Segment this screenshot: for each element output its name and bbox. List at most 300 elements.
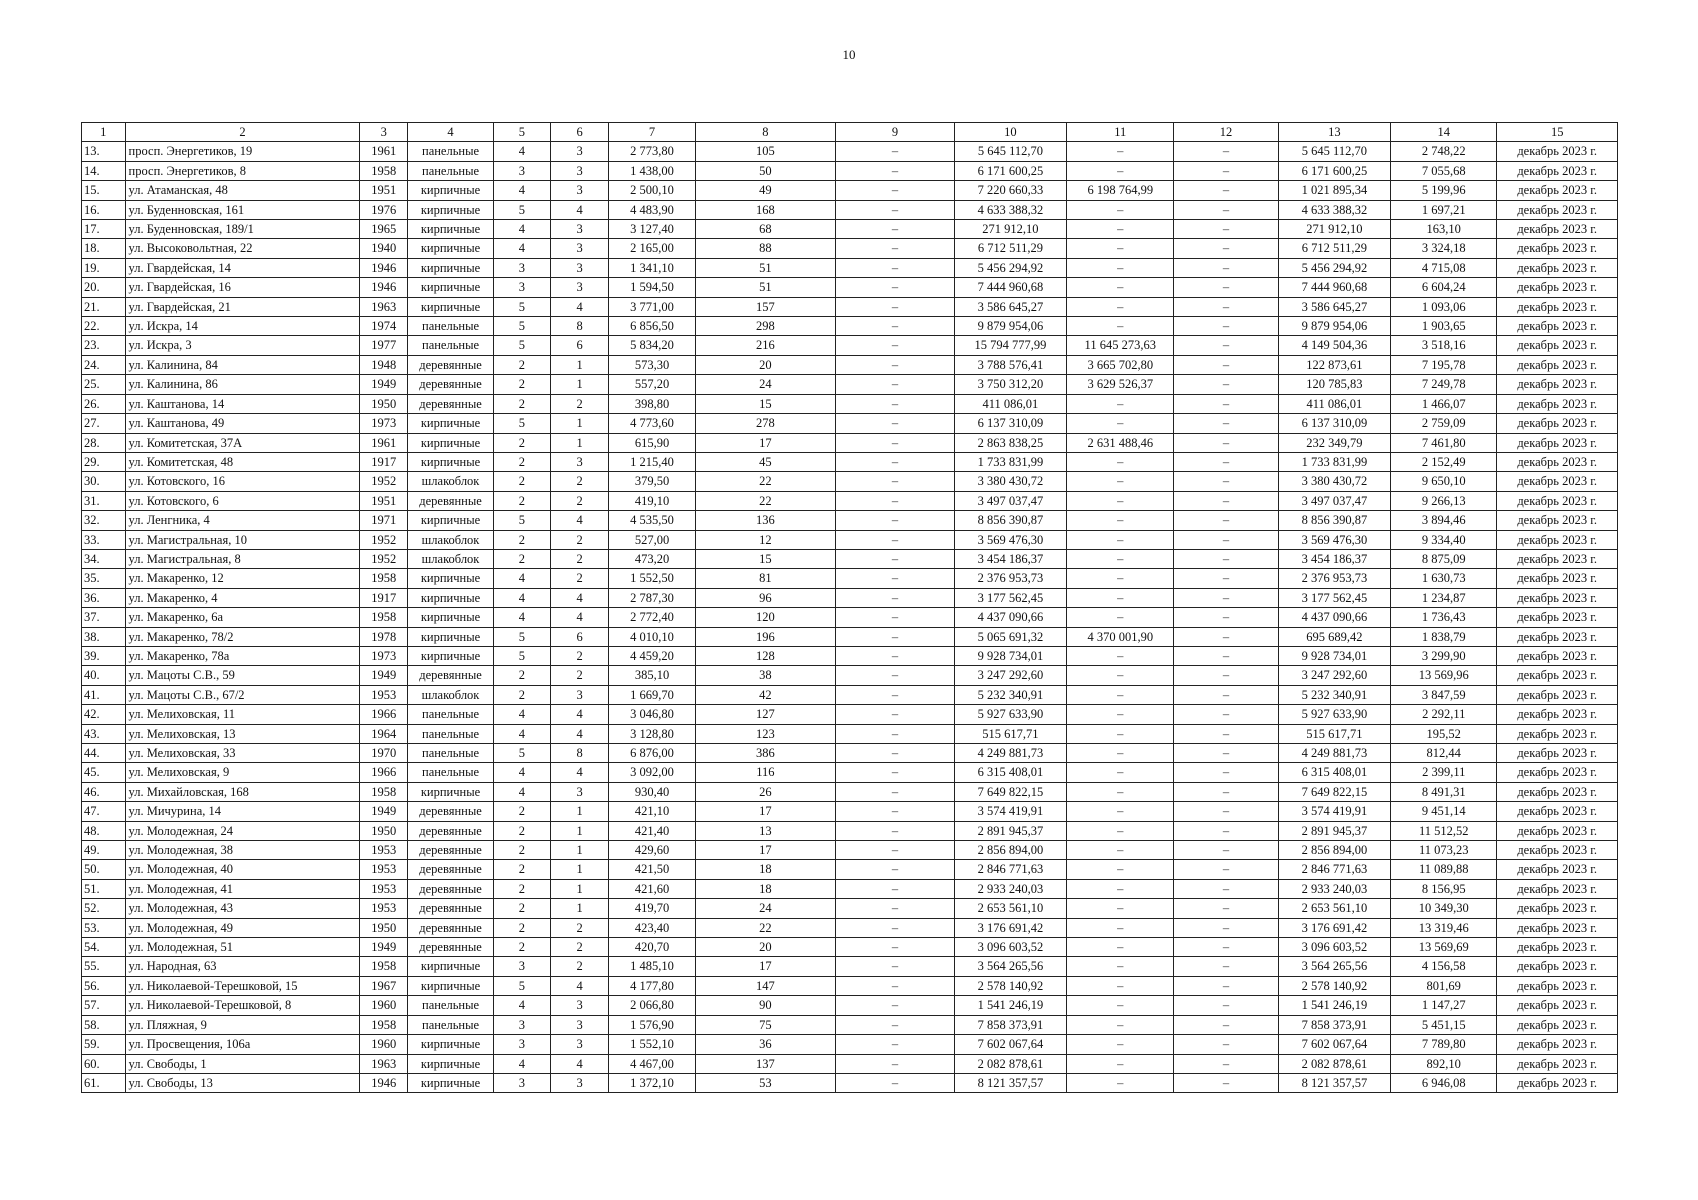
cell-col-12: –: [1174, 452, 1278, 471]
table-row: [82, 1035, 1618, 1054]
cell-total-cost: 4 437 090,66: [954, 608, 1066, 627]
cell-total-cost: 9 879 954,06: [954, 317, 1066, 336]
cell-address: ул. Молодежная, 51: [125, 938, 360, 957]
table-row: [82, 569, 1618, 588]
cell-col-9: –: [836, 1073, 954, 1092]
cell-floors: 2: [494, 530, 551, 549]
cell-col-14: 9 451,14: [1391, 802, 1497, 821]
cell-total-cost: 2 578 140,92: [954, 976, 1066, 995]
cell-area: 5 834,20: [609, 336, 695, 355]
table-row: [82, 1054, 1618, 1073]
cell-row-number: 47.: [82, 802, 126, 821]
cell-address: ул. Гвардейская, 14: [125, 258, 360, 277]
cell-floors: 4: [494, 1054, 551, 1073]
cell-col-14: 812,44: [1391, 744, 1497, 763]
cell-address: ул. Молодежная, 40: [125, 860, 360, 879]
cell-deadline: декабрь 2023 г.: [1497, 317, 1618, 336]
column-header-15: 15: [1497, 123, 1618, 142]
cell-floors: 2: [494, 879, 551, 898]
cell-col-11: –: [1067, 996, 1174, 1015]
cell-col-14: 6 604,24: [1391, 278, 1497, 297]
table-row: [82, 802, 1618, 821]
cell-address: ул. Комитетская, 48: [125, 452, 360, 471]
cell-address: ул. Мичурина, 14: [125, 802, 360, 821]
cell-wall-material: кирпичные: [408, 588, 494, 607]
cell-entrances: 4: [550, 200, 609, 219]
cell-col-11: –: [1067, 588, 1174, 607]
column-header-12: 12: [1174, 123, 1278, 142]
cell-col-9: –: [836, 200, 954, 219]
cell-col-13: 7 444 960,68: [1278, 278, 1390, 297]
cell-col-13: 3 380 430,72: [1278, 472, 1390, 491]
cell-wall-material: кирпичные: [408, 1073, 494, 1092]
cell-col-14: 2 759,09: [1391, 414, 1497, 433]
cell-col-14: 1 093,06: [1391, 297, 1497, 316]
cell-col-12: –: [1174, 821, 1278, 840]
cell-col-9: –: [836, 278, 954, 297]
cell-row-number: 43.: [82, 724, 126, 743]
cell-row-number: 41.: [82, 685, 126, 704]
cell-entrances: 4: [550, 724, 609, 743]
cell-col-11: –: [1067, 938, 1174, 957]
cell-year-built: 1964: [360, 724, 408, 743]
cell-col-14: 1 838,79: [1391, 627, 1497, 646]
cell-total-cost: 6 315 408,01: [954, 763, 1066, 782]
cell-col-11: –: [1067, 744, 1174, 763]
cell-total-cost: 7 602 067,64: [954, 1035, 1066, 1054]
cell-residents: 15: [695, 394, 836, 413]
cell-col-9: –: [836, 239, 954, 258]
cell-total-cost: 515 617,71: [954, 724, 1066, 743]
cell-residents: 15: [695, 549, 836, 568]
cell-col-13: 2 846 771,63: [1278, 860, 1390, 879]
cell-col-11: 6 198 764,99: [1067, 181, 1174, 200]
cell-col-14: 7 789,80: [1391, 1035, 1497, 1054]
table-row: [82, 957, 1618, 976]
cell-deadline: декабрь 2023 г.: [1497, 336, 1618, 355]
cell-col-9: –: [836, 1035, 954, 1054]
cell-total-cost: 3 569 476,30: [954, 530, 1066, 549]
cell-row-number: 27.: [82, 414, 126, 433]
cell-area: 1 669,70: [609, 685, 695, 704]
cell-residents: 120: [695, 608, 836, 627]
cell-total-cost: 5 456 294,92: [954, 258, 1066, 277]
cell-col-12: –: [1174, 608, 1278, 627]
cell-year-built: 1978: [360, 627, 408, 646]
cell-year-built: 1953: [360, 879, 408, 898]
cell-col-11: –: [1067, 569, 1174, 588]
cell-floors: 4: [494, 569, 551, 588]
cell-wall-material: шлакоблок: [408, 549, 494, 568]
cell-year-built: 1961: [360, 433, 408, 452]
cell-floors: 2: [494, 666, 551, 685]
cell-col-13: 5 232 340,91: [1278, 685, 1390, 704]
cell-row-number: 21.: [82, 297, 126, 316]
cell-entrances: 8: [550, 317, 609, 336]
cell-deadline: декабрь 2023 г.: [1497, 433, 1618, 452]
cell-address: ул. Мацоты С.В., 59: [125, 666, 360, 685]
cell-residents: 298: [695, 317, 836, 336]
cell-wall-material: кирпичные: [408, 200, 494, 219]
table-row: [82, 763, 1618, 782]
cell-year-built: 1963: [360, 297, 408, 316]
cell-col-11: –: [1067, 646, 1174, 665]
table-body: [82, 142, 1618, 1093]
cell-floors: 5: [494, 976, 551, 995]
cell-address: ул. Буденновская, 161: [125, 200, 360, 219]
cell-total-cost: 5 645 112,70: [954, 142, 1066, 161]
cell-residents: 42: [695, 685, 836, 704]
cell-entrances: 3: [550, 685, 609, 704]
cell-col-13: 2 933 240,03: [1278, 879, 1390, 898]
cell-entrances: 1: [550, 860, 609, 879]
cell-row-number: 48.: [82, 821, 126, 840]
cell-col-12: –: [1174, 899, 1278, 918]
cell-residents: 17: [695, 433, 836, 452]
cell-total-cost: 6 712 511,29: [954, 239, 1066, 258]
cell-col-13: 2 376 953,73: [1278, 569, 1390, 588]
cell-col-9: –: [836, 394, 954, 413]
cell-address: ул. Макаренко, 78а: [125, 646, 360, 665]
cell-col-9: –: [836, 879, 954, 898]
cell-col-14: 3 847,59: [1391, 685, 1497, 704]
cell-col-11: –: [1067, 258, 1174, 277]
cell-area: 3 128,80: [609, 724, 695, 743]
cell-row-number: 28.: [82, 433, 126, 452]
cell-col-14: 2 399,11: [1391, 763, 1497, 782]
cell-area: 4 773,60: [609, 414, 695, 433]
cell-year-built: 1973: [360, 646, 408, 665]
cell-col-9: –: [836, 1054, 954, 1073]
cell-row-number: 45.: [82, 763, 126, 782]
cell-col-12: –: [1174, 588, 1278, 607]
cell-col-12: –: [1174, 763, 1278, 782]
cell-area: 2 787,30: [609, 588, 695, 607]
cell-area: 4 177,80: [609, 976, 695, 995]
cell-total-cost: 2 891 945,37: [954, 821, 1066, 840]
cell-entrances: 4: [550, 297, 609, 316]
cell-deadline: декабрь 2023 г.: [1497, 666, 1618, 685]
cell-col-13: 9 879 954,06: [1278, 317, 1390, 336]
cell-area: 4 483,90: [609, 200, 695, 219]
cell-deadline: декабрь 2023 г.: [1497, 763, 1618, 782]
cell-col-9: –: [836, 258, 954, 277]
cell-col-9: –: [836, 860, 954, 879]
cell-row-number: 49.: [82, 841, 126, 860]
cell-entrances: 2: [550, 569, 609, 588]
cell-area: 419,10: [609, 491, 695, 510]
cell-row-number: 36.: [82, 588, 126, 607]
cell-total-cost: 6 137 310,09: [954, 414, 1066, 433]
table-row: [82, 608, 1618, 627]
cell-col-9: –: [836, 433, 954, 452]
cell-col-13: 7 649 822,15: [1278, 782, 1390, 801]
cell-residents: 123: [695, 724, 836, 743]
cell-col-13: 3 574 419,91: [1278, 802, 1390, 821]
cell-area: 3 127,40: [609, 220, 695, 239]
cell-deadline: декабрь 2023 г.: [1497, 957, 1618, 976]
cell-row-number: 16.: [82, 200, 126, 219]
cell-area: 930,40: [609, 782, 695, 801]
cell-residents: 24: [695, 375, 836, 394]
cell-row-number: 31.: [82, 491, 126, 510]
cell-col-9: –: [836, 938, 954, 957]
cell-col-14: 9 266,13: [1391, 491, 1497, 510]
cell-row-number: 35.: [82, 569, 126, 588]
cell-col-13: 411 086,01: [1278, 394, 1390, 413]
cell-col-13: 9 928 734,01: [1278, 646, 1390, 665]
cell-total-cost: 15 794 777,99: [954, 336, 1066, 355]
cell-wall-material: шлакоблок: [408, 685, 494, 704]
cell-year-built: 1958: [360, 608, 408, 627]
cell-year-built: 1963: [360, 1054, 408, 1073]
cell-residents: 137: [695, 1054, 836, 1073]
cell-entrances: 3: [550, 220, 609, 239]
cell-row-number: 54.: [82, 938, 126, 957]
cell-col-12: –: [1174, 1054, 1278, 1073]
cell-col-9: –: [836, 588, 954, 607]
cell-floors: 4: [494, 608, 551, 627]
cell-col-13: 3 176 691,42: [1278, 918, 1390, 937]
cell-floors: 5: [494, 336, 551, 355]
cell-col-9: –: [836, 142, 954, 161]
cell-col-13: 2 082 878,61: [1278, 1054, 1390, 1073]
cell-address: ул. Гвардейская, 16: [125, 278, 360, 297]
cell-row-number: 26.: [82, 394, 126, 413]
cell-year-built: 1976: [360, 200, 408, 219]
cell-wall-material: деревянные: [408, 938, 494, 957]
cell-col-9: –: [836, 181, 954, 200]
cell-address: ул. Высоковольтная, 22: [125, 239, 360, 258]
cell-floors: 2: [494, 802, 551, 821]
cell-wall-material: кирпичные: [408, 608, 494, 627]
cell-area: 420,70: [609, 938, 695, 957]
cell-area: 6 856,50: [609, 317, 695, 336]
cell-floors: 4: [494, 996, 551, 1015]
cell-entrances: 1: [550, 821, 609, 840]
cell-address: ул. Котовского, 6: [125, 491, 360, 510]
cell-col-11: –: [1067, 472, 1174, 491]
cell-col-9: –: [836, 452, 954, 471]
cell-row-number: 37.: [82, 608, 126, 627]
cell-deadline: декабрь 2023 г.: [1497, 782, 1618, 801]
table-row: [82, 549, 1618, 568]
cell-residents: 22: [695, 472, 836, 491]
cell-residents: 49: [695, 181, 836, 200]
cell-year-built: 1953: [360, 685, 408, 704]
cell-floors: 5: [494, 200, 551, 219]
cell-wall-material: кирпичные: [408, 433, 494, 452]
cell-row-number: 24.: [82, 355, 126, 374]
cell-col-9: –: [836, 802, 954, 821]
cell-year-built: 1958: [360, 1015, 408, 1034]
cell-area: 1 215,40: [609, 452, 695, 471]
cell-deadline: декабрь 2023 г.: [1497, 452, 1618, 471]
cell-area: 2 165,00: [609, 239, 695, 258]
cell-entrances: 4: [550, 511, 609, 530]
cell-col-11: –: [1067, 414, 1174, 433]
cell-col-11: –: [1067, 317, 1174, 336]
cell-total-cost: 2 856 894,00: [954, 841, 1066, 860]
cell-col-14: 1 697,21: [1391, 200, 1497, 219]
cell-deadline: декабрь 2023 г.: [1497, 355, 1618, 374]
cell-col-9: –: [836, 685, 954, 704]
cell-row-number: 51.: [82, 879, 126, 898]
cell-entrances: 1: [550, 802, 609, 821]
cell-floors: 3: [494, 957, 551, 976]
cell-col-9: –: [836, 161, 954, 180]
cell-col-14: 1 466,07: [1391, 394, 1497, 413]
cell-entrances: 3: [550, 996, 609, 1015]
cell-residents: 147: [695, 976, 836, 995]
cell-entrances: 4: [550, 608, 609, 627]
cell-residents: 386: [695, 744, 836, 763]
cell-col-14: 7 461,80: [1391, 433, 1497, 452]
table-row: [82, 879, 1618, 898]
cell-col-9: –: [836, 375, 954, 394]
cell-total-cost: 7 220 660,33: [954, 181, 1066, 200]
cell-col-9: –: [836, 744, 954, 763]
cell-floors: 2: [494, 355, 551, 374]
cell-deadline: декабрь 2023 г.: [1497, 821, 1618, 840]
table-row: [82, 744, 1618, 763]
cell-year-built: 1953: [360, 860, 408, 879]
cell-col-13: 8 856 390,87: [1278, 511, 1390, 530]
cell-col-9: –: [836, 646, 954, 665]
cell-col-9: –: [836, 763, 954, 782]
cell-address: просп. Энергетиков, 19: [125, 142, 360, 161]
cell-col-9: –: [836, 705, 954, 724]
cell-total-cost: 7 649 822,15: [954, 782, 1066, 801]
cell-address: ул. Магистральная, 10: [125, 530, 360, 549]
cell-floors: 3: [494, 278, 551, 297]
cell-year-built: 1950: [360, 918, 408, 937]
cell-col-11: –: [1067, 705, 1174, 724]
cell-residents: 216: [695, 336, 836, 355]
cell-col-14: 11 512,52: [1391, 821, 1497, 840]
cell-area: 2 773,80: [609, 142, 695, 161]
cell-entrances: 3: [550, 181, 609, 200]
cell-total-cost: 5 065 691,32: [954, 627, 1066, 646]
cell-row-number: 38.: [82, 627, 126, 646]
cell-entrances: 1: [550, 433, 609, 452]
cell-wall-material: панельные: [408, 317, 494, 336]
table-row: [82, 491, 1618, 510]
cell-year-built: 1958: [360, 957, 408, 976]
cell-deadline: декабрь 2023 г.: [1497, 1054, 1618, 1073]
cell-entrances: 3: [550, 1035, 609, 1054]
cell-col-9: –: [836, 491, 954, 510]
cell-deadline: декабрь 2023 г.: [1497, 297, 1618, 316]
table-row: [82, 161, 1618, 180]
cell-address: ул. Каштанова, 49: [125, 414, 360, 433]
cell-area: 421,60: [609, 879, 695, 898]
cell-deadline: декабрь 2023 г.: [1497, 278, 1618, 297]
cell-year-built: 1971: [360, 511, 408, 530]
cell-wall-material: деревянные: [408, 491, 494, 510]
cell-wall-material: деревянные: [408, 821, 494, 840]
cell-address: ул. Гвардейская, 21: [125, 297, 360, 316]
cell-year-built: 1940: [360, 239, 408, 258]
cell-address: ул. Молодежная, 43: [125, 899, 360, 918]
cell-col-14: 1 630,73: [1391, 569, 1497, 588]
cell-col-11: –: [1067, 879, 1174, 898]
cell-col-9: –: [836, 336, 954, 355]
cell-entrances: 3: [550, 1073, 609, 1092]
cell-total-cost: 9 928 734,01: [954, 646, 1066, 665]
cell-col-12: –: [1174, 996, 1278, 1015]
cell-deadline: декабрь 2023 г.: [1497, 996, 1618, 1015]
cell-col-13: 3 177 562,45: [1278, 588, 1390, 607]
cell-col-12: –: [1174, 666, 1278, 685]
cell-col-9: –: [836, 297, 954, 316]
cell-entrances: 3: [550, 239, 609, 258]
cell-floors: 3: [494, 161, 551, 180]
cell-year-built: 1952: [360, 530, 408, 549]
cell-col-11: –: [1067, 918, 1174, 937]
cell-col-12: –: [1174, 976, 1278, 995]
cell-col-9: –: [836, 724, 954, 743]
cell-wall-material: деревянные: [408, 666, 494, 685]
cell-col-14: 2 152,49: [1391, 452, 1497, 471]
cell-floors: 5: [494, 511, 551, 530]
cell-col-11: –: [1067, 608, 1174, 627]
cell-total-cost: 2 933 240,03: [954, 879, 1066, 898]
cell-col-13: 6 137 310,09: [1278, 414, 1390, 433]
cell-address: ул. Макаренко, 12: [125, 569, 360, 588]
cell-total-cost: 2 863 838,25: [954, 433, 1066, 452]
cell-wall-material: панельные: [408, 724, 494, 743]
cell-address: ул. Калинина, 86: [125, 375, 360, 394]
housing-table: [81, 122, 1618, 1093]
cell-col-9: –: [836, 317, 954, 336]
table-row: [82, 472, 1618, 491]
cell-year-built: 1974: [360, 317, 408, 336]
cell-total-cost: 3 177 562,45: [954, 588, 1066, 607]
cell-address: ул. Михайловская, 168: [125, 782, 360, 801]
cell-entrances: 4: [550, 588, 609, 607]
cell-row-number: 52.: [82, 899, 126, 918]
table-row: [82, 841, 1618, 860]
cell-deadline: декабрь 2023 г.: [1497, 511, 1618, 530]
cell-deadline: декабрь 2023 г.: [1497, 1035, 1618, 1054]
cell-floors: 2: [494, 918, 551, 937]
cell-deadline: декабрь 2023 г.: [1497, 258, 1618, 277]
cell-entrances: 3: [550, 278, 609, 297]
cell-col-11: –: [1067, 491, 1174, 510]
cell-wall-material: кирпичные: [408, 511, 494, 530]
cell-entrances: 4: [550, 763, 609, 782]
cell-col-12: –: [1174, 181, 1278, 200]
column-header-1: 1: [82, 123, 126, 142]
cell-area: 4 010,10: [609, 627, 695, 646]
column-header-5: 5: [494, 123, 551, 142]
page-number: 10: [842, 47, 856, 62]
cell-address: просп. Энергетиков, 8: [125, 161, 360, 180]
cell-area: 421,50: [609, 860, 695, 879]
cell-entrances: 2: [550, 957, 609, 976]
cell-row-number: 19.: [82, 258, 126, 277]
cell-col-14: 3 518,16: [1391, 336, 1497, 355]
cell-residents: 51: [695, 258, 836, 277]
cell-col-11: –: [1067, 239, 1174, 258]
cell-residents: 22: [695, 491, 836, 510]
cell-entrances: 1: [550, 375, 609, 394]
cell-deadline: декабрь 2023 г.: [1497, 375, 1618, 394]
cell-floors: 4: [494, 705, 551, 724]
cell-row-number: 42.: [82, 705, 126, 724]
cell-col-13: 3 497 037,47: [1278, 491, 1390, 510]
